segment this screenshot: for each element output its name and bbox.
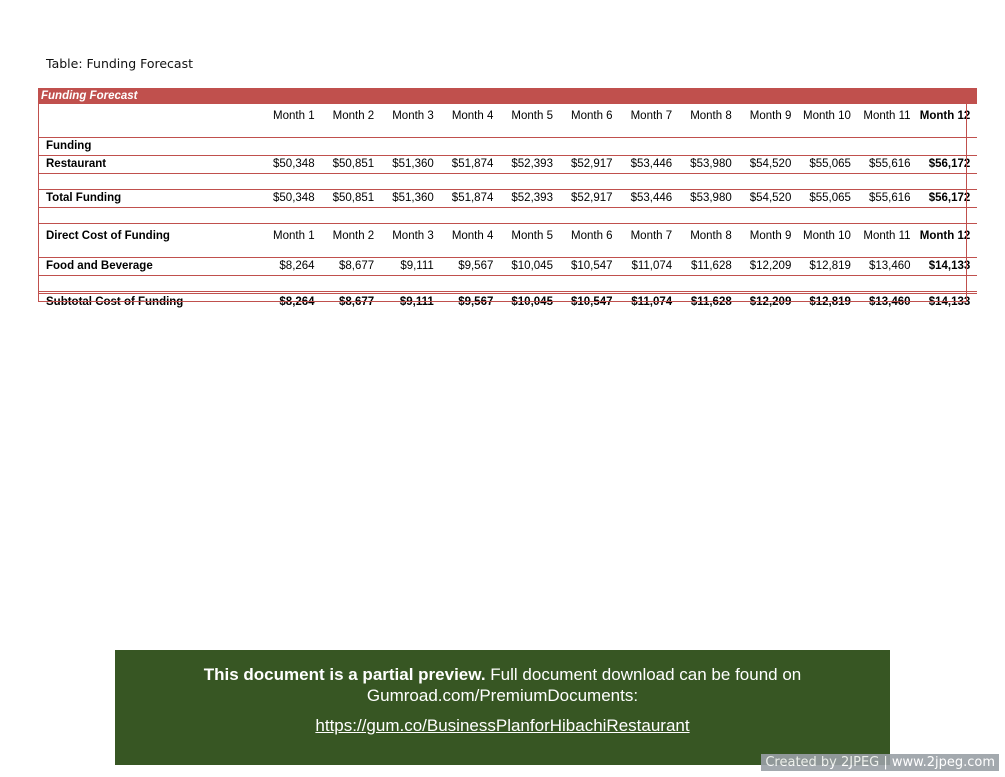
table-cell: $53,980 — [679, 190, 739, 208]
spacer-cell — [38, 174, 977, 190]
section-label: Funding — [38, 138, 977, 156]
table-cell: $52,393 — [500, 156, 560, 174]
table-cell: $52,917 — [560, 190, 620, 208]
month-header: Month 2 — [322, 104, 382, 138]
month-header: Month 12 — [918, 104, 978, 138]
month-header: Month 10 — [798, 224, 858, 258]
month-header: Month 6 — [560, 104, 620, 138]
month-header: Month 7 — [620, 224, 680, 258]
section-row — [38, 138, 977, 156]
table-cell: $10,045 — [511, 296, 553, 308]
table-cell: $51,360 — [381, 156, 441, 174]
table-cell: $53,446 — [620, 156, 680, 174]
table-cell: $11,628 — [679, 258, 739, 276]
month-header: Month 4 — [441, 224, 501, 258]
month-header-row — [38, 104, 977, 138]
table-cell: $11,628 — [690, 296, 732, 308]
table-caption: Table: Funding Forecast — [46, 56, 193, 71]
banner-message — [115, 664, 890, 706]
direct-cost-header-row — [38, 224, 977, 258]
table-cell: $9,567 — [441, 258, 501, 276]
download-link[interactable]: https://gum.co/BusinessPlanforHibachiRestaurant — [315, 716, 690, 735]
table-cell: $11,074 — [620, 258, 680, 276]
table-cell: $11,074 — [631, 296, 673, 308]
table-row — [38, 156, 977, 174]
month-header: Month 11 — [858, 224, 918, 258]
section-label: Direct Cost of Funding — [38, 224, 262, 258]
spacer-cell — [38, 276, 977, 293]
month-header: Month 3 — [381, 224, 441, 258]
banner-text: Full document download can be found on Gumroad.com/PremiumDocuments: — [366, 665, 802, 705]
table-cell: $13,460 — [868, 296, 911, 308]
table-cell: $10,045 — [500, 258, 560, 276]
table-cell: $8,677 — [322, 258, 382, 276]
spacer-row — [38, 276, 977, 293]
month-header: Month 5 — [500, 224, 560, 258]
month-header: Month 11 — [858, 104, 918, 138]
table-cell: $50,851 — [322, 156, 382, 174]
table-cell: $56,172 — [918, 190, 978, 208]
spacer-row — [38, 174, 977, 190]
table-cell: $9,111 — [381, 258, 441, 276]
table-cell: $14,133 — [918, 258, 978, 276]
watermark: Created by 2JPEG | www.2jpeg.com — [761, 754, 999, 771]
table-cell: $12,819 — [798, 258, 858, 276]
funding-forecast-table — [38, 88, 977, 311]
table-cell: $50,348 — [262, 156, 322, 174]
table-cell: $51,360 — [381, 190, 441, 208]
table-cell: $10,547 — [570, 296, 613, 308]
month-header: Month 6 — [560, 224, 620, 258]
table-cell: $55,065 — [798, 156, 858, 174]
header-spacer — [38, 104, 262, 138]
table-cell: $51,874 — [441, 190, 501, 208]
row-label: Subtotal Cost of Funding — [46, 296, 184, 308]
table-cell: $13,460 — [858, 258, 918, 276]
preview-banner — [115, 650, 890, 765]
month-header: Month 12 — [918, 224, 978, 258]
table-cell: $55,065 — [798, 190, 858, 208]
banner-bold-text: This document is a partial preview. — [203, 665, 486, 684]
month-header: Month 8 — [679, 224, 739, 258]
table-cell: $53,446 — [620, 190, 680, 208]
table-cell: $51,874 — [441, 156, 501, 174]
month-header: Month 10 — [798, 104, 858, 138]
table-cell: $9,567 — [458, 296, 494, 308]
table-title: Funding Forecast — [38, 88, 977, 104]
table-cell: $8,264 — [262, 258, 322, 276]
table-cell: $52,393 — [500, 190, 560, 208]
month-header: Month 9 — [739, 104, 799, 138]
table-cell: $9,111 — [399, 296, 434, 308]
table-cell: $12,819 — [809, 296, 851, 308]
table-cell: $52,917 — [560, 156, 620, 174]
month-header: Month 7 — [620, 104, 680, 138]
month-header: Month 5 — [500, 104, 560, 138]
table-cell: $10,547 — [560, 258, 620, 276]
row-label: Total Funding — [38, 190, 262, 208]
month-header: Month 4 — [441, 104, 501, 138]
table-cell: $53,980 — [679, 156, 739, 174]
month-header: Month 8 — [679, 104, 739, 138]
table-cell: $50,348 — [262, 190, 322, 208]
table-row — [38, 258, 977, 276]
table-cell: $8,264 — [279, 296, 315, 308]
table-row — [38, 190, 977, 208]
table-cell: $55,616 — [858, 190, 918, 208]
month-header: Month 1 — [262, 224, 322, 258]
table-cell: $54,520 — [739, 190, 799, 208]
table-row — [38, 293, 977, 312]
month-header: Month 1 — [262, 104, 322, 138]
row-label: Food and Beverage — [38, 258, 262, 276]
spacer-row — [38, 208, 977, 224]
table-title-row — [38, 88, 977, 104]
table-cell: $55,616 — [858, 156, 918, 174]
table-cell: $12,209 — [749, 296, 792, 308]
table-cell: $56,172 — [918, 156, 978, 174]
spacer-cell — [38, 208, 977, 224]
row-label: Restaurant — [38, 156, 262, 174]
table-cell: $8,677 — [339, 296, 375, 308]
table-cell: $14,133 — [928, 296, 971, 308]
month-header: Month 9 — [739, 224, 799, 258]
table-cell: $50,851 — [322, 190, 382, 208]
month-header: Month 2 — [322, 224, 382, 258]
table-cell: $12,209 — [739, 258, 799, 276]
month-header: Month 3 — [381, 104, 441, 138]
table-cell: $54,520 — [739, 156, 799, 174]
